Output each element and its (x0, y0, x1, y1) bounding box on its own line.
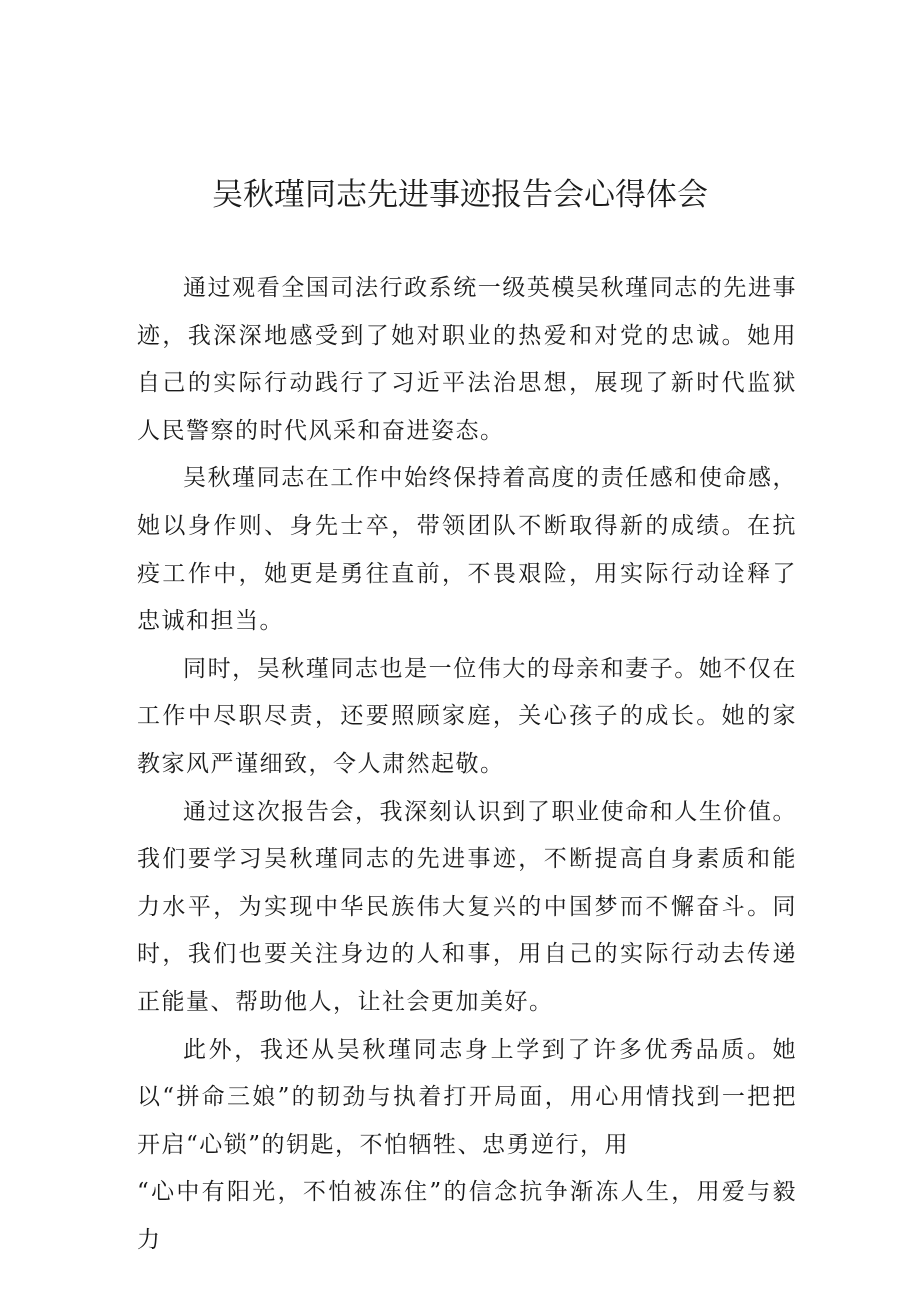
document-title: 吴秋瑾同志先进事迹报告会心得体会 (212, 177, 708, 213)
paragraph-6: “心中有阳光，不怕被冻住”的信念抗争渐冻人生，用爱与毅力 (137, 1179, 797, 1253)
paragraph-1: 通过观看全国司法行政系统一级英模吴秋瑾同志的先进事迹，我深深地感受到了她对职业的热爱和对党的忠诚。她用自己的实际行动践行了习近平法治思想，展现了新时代监狱人民警察的时代风采和奋进姿态。 (137, 275, 797, 444)
paragraph-3: 同时，吴秋瑾同志也是一位伟大的母亲和妻子。她不仅在工作中尽职尽责，还要照顾家庭，关心孩子的成长。她的家教家风严谨细致，令人肃然起敬。 (137, 655, 797, 777)
paragraph-4: 通过这次报告会，我深刻认识到了职业使命和人生价值。我们要学习吴秋瑾同志的先进事迹，不断提高自身素质和能力水平，为实现中华民族伟大复兴的中国梦而不懈奋斗。同时，我们也要关注身边的人和事，用自己的实际行动去传递正能量、帮助他人，让社会更加美好。 (137, 798, 797, 1015)
document-body (137, 265, 797, 1264)
paragraph-2: 吴秋瑾同志在工作中始终保持着高度的责任感和使命感，她以身作则、身先士卒，带领团队不断取得新的成绩。在抗疫工作中，她更是勇往直前，不畏艰险，用实际行动诠释了忠诚和担当。 (137, 465, 797, 635)
paragraph-5: 此外，我还从吴秋瑾同志身上学到了许多优秀品质。她以“拼命三娘”的韧劲与执着打开局面，用心用情找到一把把开启“心锁”的钥匙，不怕牺牲、忠勇逆行，用 (137, 1036, 797, 1158)
